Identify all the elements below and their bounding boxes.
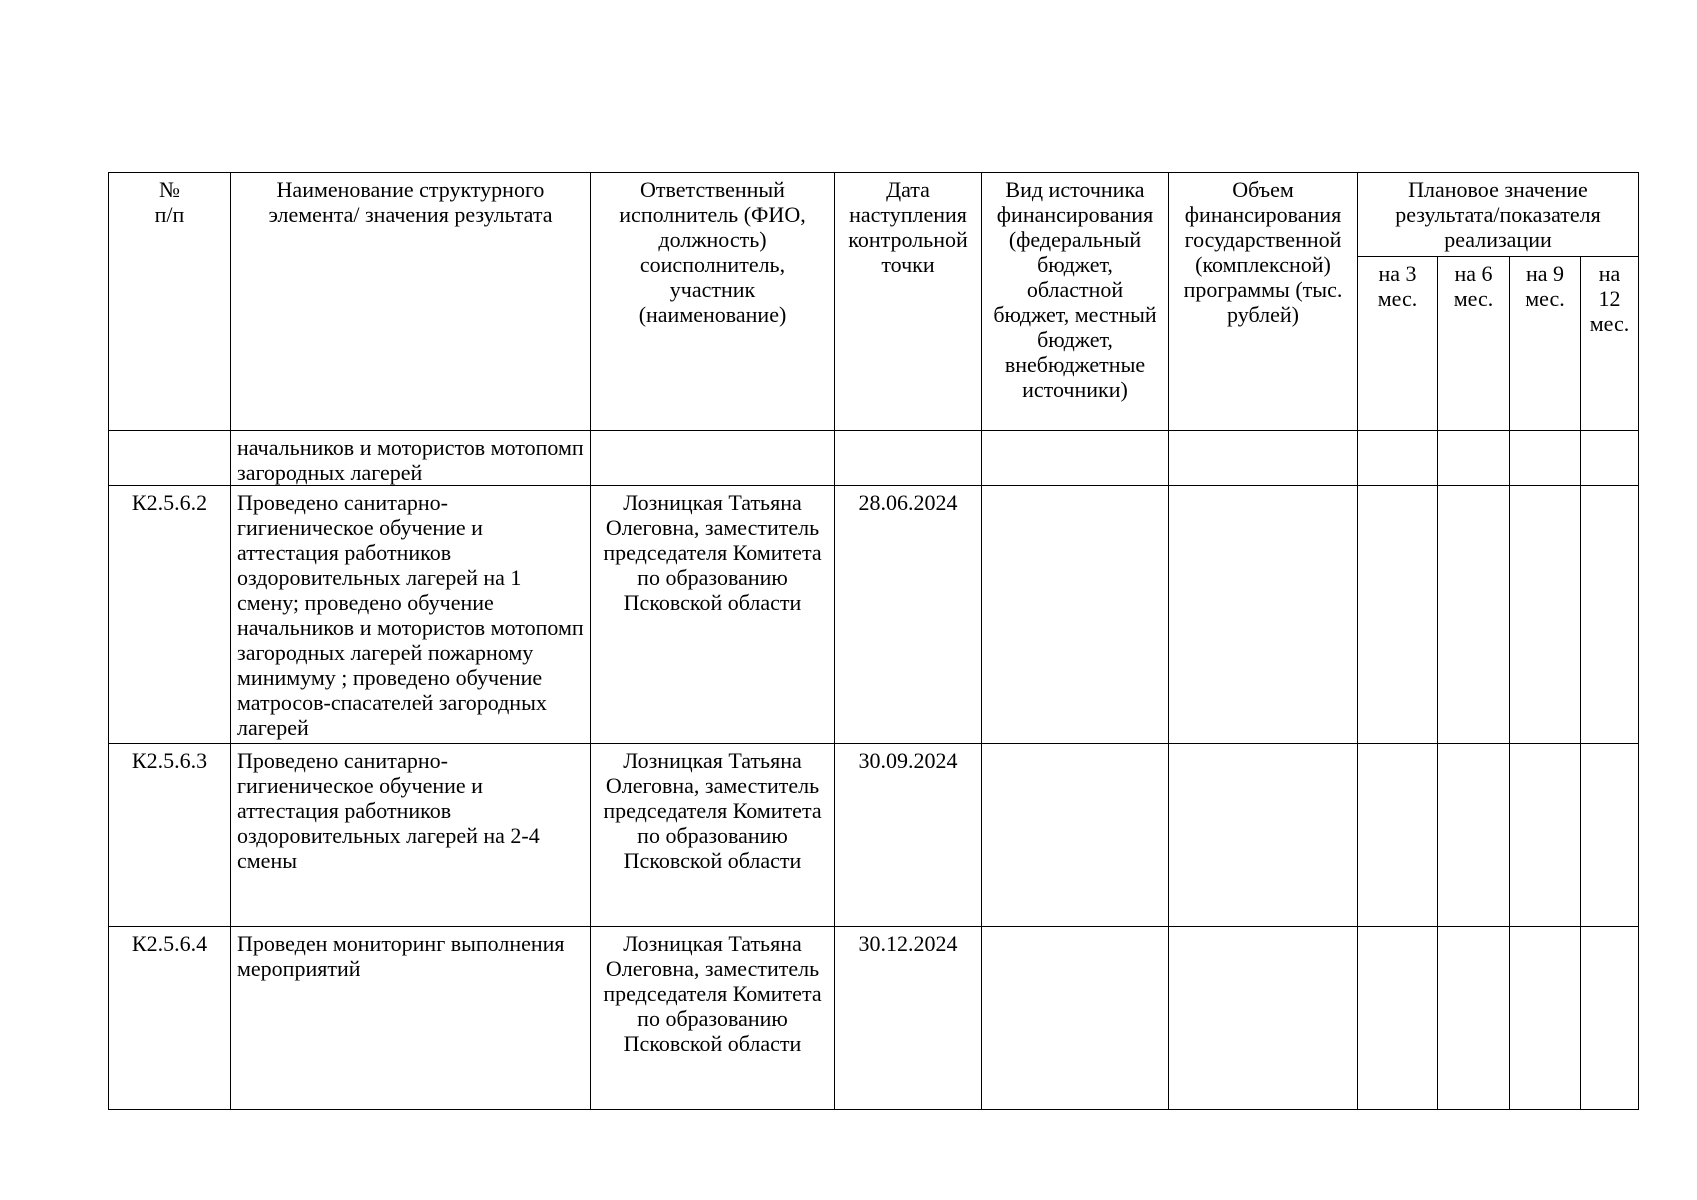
cell-name: начальников и мотористов мотопомп загородных лагерей [231,431,591,486]
cell-responsible [591,431,835,486]
cell-m12 [1581,744,1639,927]
cell-m9 [1510,744,1581,927]
cell-num: К2.5.6.2 [109,486,231,744]
table-row [109,486,1639,744]
cell-m9 [1510,486,1581,744]
cell-volume [1169,431,1358,486]
cell-source [982,431,1169,486]
cell-m3 [1358,744,1438,927]
cell-num: К2.5.6.3 [109,744,231,927]
cell-source [982,486,1169,744]
header-source: Вид источника финансирования (федеральный бюджет, областной бюджет, местный бюджет, внебюджетные источники) [982,173,1169,431]
header-row [109,173,1639,257]
cell-date: 30.12.2024 [835,927,982,1110]
cell-volume [1169,927,1358,1110]
cell-date: 28.06.2024 [835,486,982,744]
header-volume: Объем финансирования государственной (комплексной) программы (тыс. рублей) [1169,173,1358,431]
cell-m3 [1358,927,1438,1110]
table-row [109,744,1639,927]
header-name: Наименование структурного элемента/ значения результата [231,173,591,431]
cell-m9 [1510,927,1581,1110]
cell-volume [1169,486,1358,744]
cell-m6 [1438,431,1510,486]
cell-m12 [1581,431,1639,486]
cell-responsible: Лозницкая Татьяна Олеговна, заместитель председателя Комитета по образованию Псковской области [591,927,835,1110]
cell-source [982,927,1169,1110]
cell-m3 [1358,486,1438,744]
cell-responsible: Лозницкая Татьяна Олеговна, заместитель председателя Комитета по образованию Псковской области [591,486,835,744]
table-row [109,927,1639,1110]
table-row [109,431,1639,486]
header-m3: на 3 мес. [1358,257,1438,431]
header-m12: на 12 мес. [1581,257,1639,431]
header-planned: Плановое значение результата/показателя реализации [1358,173,1639,257]
cell-m6 [1438,927,1510,1110]
cell-name: Проведен мониторинг выполнения мероприятий [231,927,591,1110]
cell-m6 [1438,486,1510,744]
cell-responsible: Лозницкая Татьяна Олеговна, заместитель председателя Комитета по образованию Псковской области [591,744,835,927]
cell-source [982,744,1169,927]
cell-num [109,431,231,486]
cell-name: Проведено санитарно-гигиеническое обучение и аттестация работников оздоровительных лагерей на 2-4 смены [231,744,591,927]
header-m9: на 9 мес. [1510,257,1581,431]
header-m6: на 6 мес. [1438,257,1510,431]
cell-m6 [1438,744,1510,927]
cell-m12 [1581,486,1639,744]
header-date: Дата наступления контрольной точки [835,173,982,431]
plan-table [108,172,1639,1110]
cell-volume [1169,744,1358,927]
cell-date: 30.09.2024 [835,744,982,927]
cell-name: Проведено санитарно-гигиеническое обучение и аттестация работников оздоровительных лагерей на 1 смену; проведено обучение начальников и мотористов мотопомп загородных лагерей пожарному минимуму ; проведено обучение матросов-спасателей загородных лагерей [231,486,591,744]
cell-m12 [1581,927,1639,1110]
cell-m9 [1510,431,1581,486]
header-responsible: Ответственный исполнитель (ФИО, должность) соисполнитель, участник (наименование) [591,173,835,431]
header-num: № п/п [109,173,231,431]
cell-date [835,431,982,486]
cell-m3 [1358,431,1438,486]
cell-num: К2.5.6.4 [109,927,231,1110]
